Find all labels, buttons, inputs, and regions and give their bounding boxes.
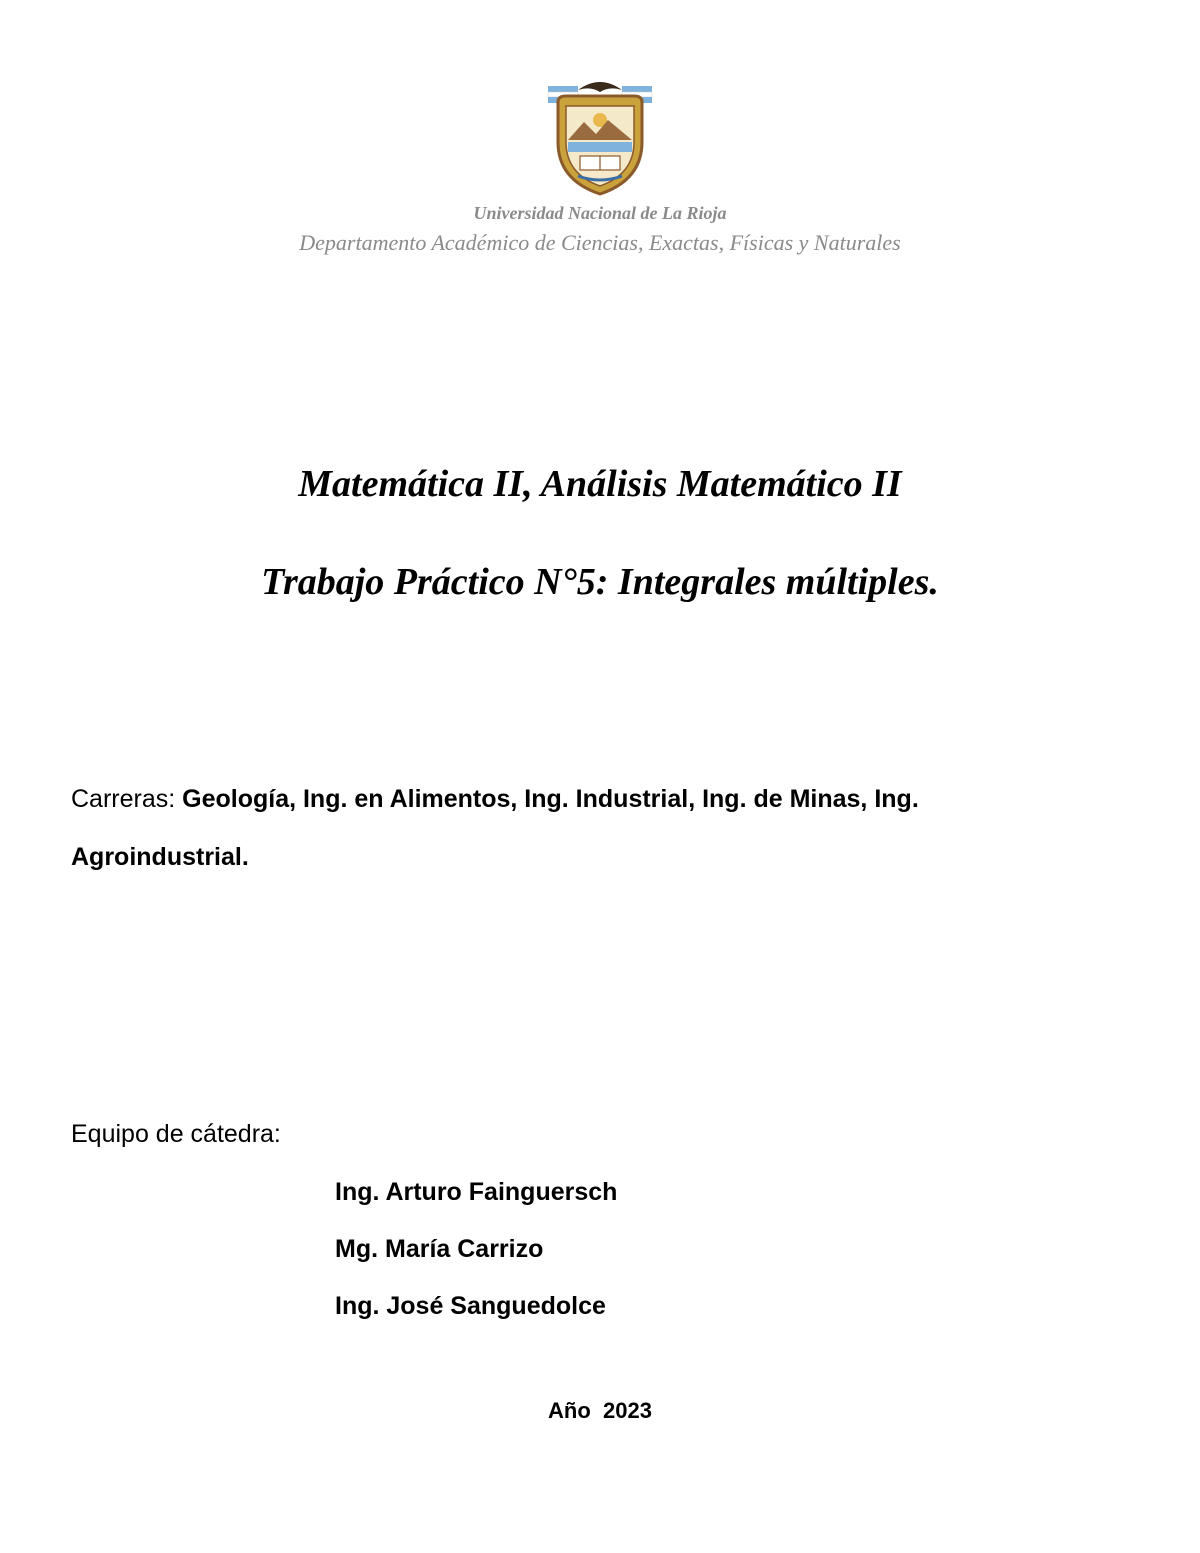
university-name: Universidad Nacional de La Rioja	[473, 203, 727, 223]
university-seal-icon	[544, 76, 656, 198]
team-member: Ing. José Sanguedolce	[335, 1292, 606, 1320]
assignment-title: Trabajo Práctico N°5: Integrales múltiples.	[261, 561, 939, 603]
team-member: Ing. Arturo Fainguersch	[335, 1178, 618, 1206]
team-member: Mg. María Carrizo	[335, 1235, 544, 1263]
year-label: Año 2023	[548, 1398, 652, 1423]
careers-list: Geología, Ing. en Alimentos, Ing. Industrial, Ing. de Minas, Ing. Agroindustrial.	[71, 785, 919, 871]
careers-paragraph	[71, 770, 1071, 886]
team-label: Equipo de cátedra:	[71, 1120, 281, 1148]
careers-label: Carreras:	[71, 785, 176, 813]
condor-icon	[578, 82, 622, 92]
course-title: Matemática II, Análisis Matemático II	[298, 463, 902, 505]
department-name: Departamento Académico de Ciencias, Exactas, Físicas y Naturales	[299, 230, 901, 255]
